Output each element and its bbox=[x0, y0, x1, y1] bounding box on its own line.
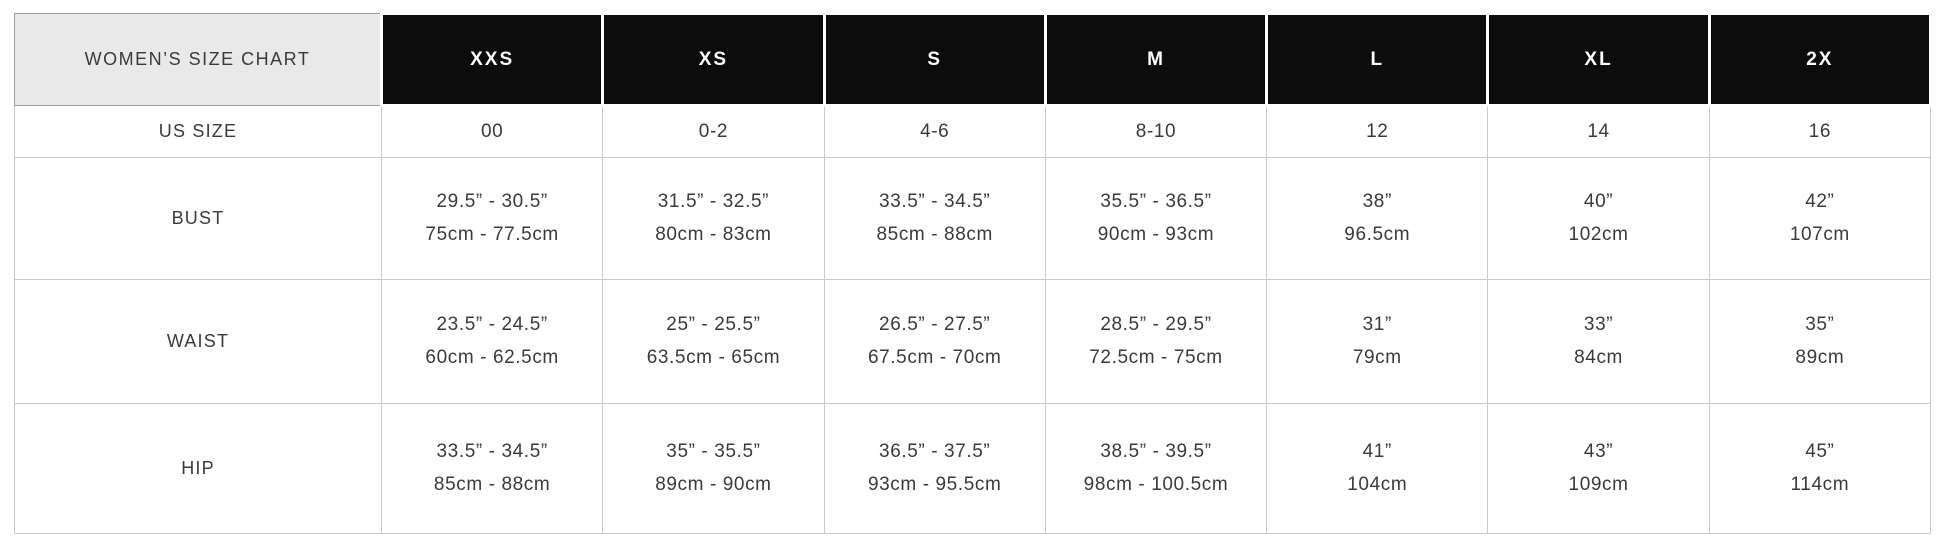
size-column-header-xs: XS bbox=[603, 14, 824, 106]
inches-value: 33.5” - 34.5” bbox=[879, 191, 991, 213]
us-size-value: 0-2 bbox=[698, 121, 729, 143]
cm-value: 102cm bbox=[1568, 224, 1629, 245]
hip-cell bbox=[1488, 404, 1709, 534]
size-column-header-xl: XL bbox=[1488, 14, 1709, 106]
inches-value: 33” bbox=[1583, 314, 1614, 336]
inches-value: 23.5” - 24.5” bbox=[436, 314, 548, 336]
inches-value: 35.5” - 36.5” bbox=[1100, 191, 1212, 213]
us-size-value: 14 bbox=[1587, 121, 1610, 143]
hip-cell bbox=[1045, 404, 1266, 534]
cm-value: 93cm - 95.5cm bbox=[867, 474, 1002, 495]
cm-value: 63.5cm - 65cm bbox=[646, 347, 781, 368]
us-size-cell bbox=[1709, 106, 1930, 158]
inches-value: 43” bbox=[1583, 441, 1614, 463]
cm-value: 109cm bbox=[1568, 474, 1629, 495]
size-column-header-2x: 2X bbox=[1709, 14, 1930, 106]
inches-value: 35” bbox=[1805, 314, 1835, 336]
cm-value: 114cm bbox=[1790, 474, 1850, 495]
bust-cell bbox=[603, 158, 824, 280]
us-size-cell bbox=[1267, 106, 1488, 158]
cm-value: 89cm - 90cm bbox=[655, 474, 772, 495]
waist-cell bbox=[1267, 280, 1488, 404]
inches-value: 26.5” - 27.5” bbox=[879, 314, 991, 336]
cm-value: 96.5cm bbox=[1344, 224, 1411, 245]
cm-value: 85cm - 88cm bbox=[433, 474, 551, 495]
cm-value: 80cm - 83cm bbox=[655, 224, 772, 245]
hip-cell bbox=[603, 404, 824, 534]
size-column-header-xxs: XXS bbox=[382, 14, 603, 106]
waist-cell bbox=[603, 280, 824, 404]
bust-cell bbox=[382, 158, 603, 280]
us-size-value: 8-10 bbox=[1135, 121, 1177, 143]
header-row bbox=[15, 14, 1931, 106]
us-size-cell bbox=[824, 106, 1045, 158]
us-size-value: 12 bbox=[1366, 121, 1389, 143]
inches-value: 29.5” - 30.5” bbox=[436, 191, 548, 213]
waist-cell bbox=[824, 280, 1045, 404]
size-column-header-s: S bbox=[824, 14, 1045, 106]
cm-value: 107cm bbox=[1789, 224, 1850, 245]
inches-value: 31” bbox=[1362, 314, 1392, 336]
chart-title: WOMEN’S SIZE CHART bbox=[15, 14, 382, 106]
size-column-header-l: L bbox=[1267, 14, 1488, 106]
cm-value: 60cm - 62.5cm bbox=[425, 347, 559, 368]
cm-value: 104cm bbox=[1347, 474, 1408, 495]
cm-value: 79cm bbox=[1352, 347, 1402, 368]
cm-value: 75cm - 77.5cm bbox=[425, 224, 559, 245]
inches-value: 28.5” - 29.5” bbox=[1100, 314, 1212, 336]
row-label-hip: HIP bbox=[15, 404, 382, 534]
row-label-us-size: US SIZE bbox=[15, 106, 382, 158]
row-label-waist: WAIST bbox=[15, 280, 382, 404]
hip-cell bbox=[382, 404, 603, 534]
row-label-bust: BUST bbox=[15, 158, 382, 280]
hip-cell bbox=[1709, 404, 1930, 534]
us-size-cell bbox=[603, 106, 824, 158]
waist-cell bbox=[1709, 280, 1930, 404]
cm-value: 67.5cm - 70cm bbox=[867, 347, 1002, 368]
bust-cell bbox=[1488, 158, 1709, 280]
us-size-row bbox=[15, 106, 1931, 158]
cm-value: 98cm - 100.5cm bbox=[1083, 474, 1229, 495]
us-size-cell bbox=[1045, 106, 1266, 158]
hip-cell bbox=[1267, 404, 1488, 534]
bust-cell bbox=[1045, 158, 1266, 280]
inches-value: 38” bbox=[1362, 191, 1392, 213]
inches-value: 41” bbox=[1362, 441, 1392, 463]
size-chart-table bbox=[14, 12, 1932, 534]
waist-cell bbox=[382, 280, 603, 404]
cm-value: 85cm - 88cm bbox=[876, 224, 993, 245]
bust-cell bbox=[1709, 158, 1930, 280]
cm-value: 84cm bbox=[1574, 347, 1623, 368]
waist-cell bbox=[1488, 280, 1709, 404]
inches-value: 42” bbox=[1805, 191, 1835, 213]
bust-cell bbox=[1267, 158, 1488, 280]
inches-value: 45” bbox=[1805, 441, 1835, 463]
us-size-cell bbox=[1488, 106, 1709, 158]
us-size-value: 16 bbox=[1808, 121, 1832, 143]
hip-cell bbox=[824, 404, 1045, 534]
inches-value: 40” bbox=[1583, 191, 1614, 213]
cm-value: 72.5cm - 75cm bbox=[1089, 347, 1223, 368]
us-size-cell bbox=[382, 106, 603, 158]
inches-value: 25” - 25.5” bbox=[666, 314, 761, 336]
inches-value: 35” - 35.5” bbox=[666, 441, 761, 463]
inches-value: 31.5” - 32.5” bbox=[657, 191, 770, 213]
cm-value: 90cm - 93cm bbox=[1097, 224, 1215, 245]
bust-row bbox=[15, 158, 1931, 280]
inches-value: 36.5” - 37.5” bbox=[879, 441, 991, 463]
size-column-header-m: M bbox=[1045, 14, 1266, 106]
hip-row bbox=[15, 404, 1931, 534]
inches-value: 33.5” - 34.5” bbox=[436, 441, 548, 463]
us-size-value: 00 bbox=[480, 121, 504, 143]
waist-cell bbox=[1045, 280, 1266, 404]
us-size-value: 4-6 bbox=[920, 121, 950, 143]
cm-value: 89cm bbox=[1795, 347, 1845, 368]
bust-cell bbox=[824, 158, 1045, 280]
inches-value: 38.5” - 39.5” bbox=[1100, 441, 1212, 463]
waist-row bbox=[15, 280, 1931, 404]
